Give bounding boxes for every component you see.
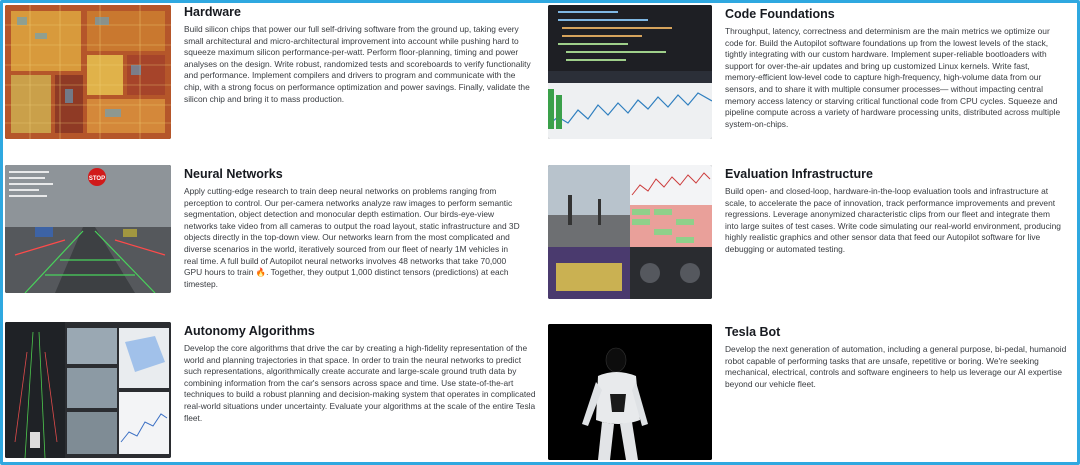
section-description: Throughput, latency, correctness and determinism are the main metrics we optimize our code for. Build the Autopilot software foundations up from the lowest levels of the stack, tightly integrating with our custom hardware. Implement super-reliable bootloaders with support for over-the-air updates and bring up customized Linux kernels. Write fast, memory-efficient low-level code to capture high-frequency, high-volume data from our sensors, and to share it with multiple consumer processes— without impacting central memory access latency or starving critical functional code from CPU cycles. Squeeze and pipeline compute across a variety of hardware processing units, distributed across multiple system-on-chips. bbox=[725, 26, 1061, 129]
tesla-bot-image bbox=[548, 324, 712, 460]
section-title: Hardware bbox=[184, 5, 241, 19]
section-description: Build silicon chips that power our full self-driving software from the ground up, taking every small architectural and micro-architectural improvement into account while pushing hard to squeeze maximum silicon performance-per-watt. Perform floor-planning, timing and power analyses on the design. Write robust, randomized tests and scoreboards to verify functionality and performance. Implement compilers and drivers to program and communicate with the chip, with a strong focus on performance optimization and power savings. Finally, validate the silicon chip and bring it to mass production. bbox=[184, 24, 531, 104]
section-title: Evaluation Infrastructure bbox=[725, 167, 873, 181]
section-title: Autonomy Algorithms bbox=[184, 324, 315, 338]
section-title: Code Foundations bbox=[725, 7, 835, 21]
code-editor-image bbox=[548, 5, 712, 139]
section-description: Build open- and closed-loop, hardware-in-the-loop evaluation tools and infrastructure at scale, to accelerate the pace of innovation, track performance improvements and prevent regressions. Leverage anonymized characteristic clips from our fleet and integrate them into large suites of test cases. Write code simulating our real-world environment, producing highly realistic graphics and other sensor data that feed our Autopilot software for live debugging or automated testing. bbox=[725, 186, 1061, 254]
section-title: Tesla Bot bbox=[725, 325, 781, 339]
section-description: Develop the core algorithms that drive the car by creating a high-fidelity representation of the world and planning trajectories in that space. In order to train the neural networks to predict such representations, algorithmically create accurate and large-scale ground truth data by combining information from the car's sensors across space and time. Use state-of-the-art techniques to build a robust planning and decision-making system that operates in complicated real-world situations under uncertainty. Evaluate your algorithms at the scale of the entire Tesla fleet. bbox=[184, 343, 536, 423]
stop-sign-text: STOP bbox=[88, 176, 106, 182]
autonomy-algorithms-image bbox=[5, 322, 171, 458]
hardware-chip-image bbox=[5, 5, 171, 139]
section-title: Neural Networks bbox=[184, 167, 283, 181]
section-description: Develop the next generation of automation, including a general purpose, bi-pedal, humanoid robot capable of performing tasks that are unsafe, repetitive or boring. We're seeking mechanical, electrical, controls and software engineers to help us leverage our AI expertise beyond our vehicle fleet. bbox=[725, 344, 1067, 389]
evaluation-infrastructure-image bbox=[548, 165, 712, 299]
section-description: Apply cutting-edge research to train deep neural networks on problems ranging from perception to control. Our per-camera networks analyze raw images to perform semantic segmentation, object detection and monocular depth estimation. Our birds-eye-view networks take video from all cameras to output the road layout, static infrastructure and 3D objects directly in the top-down view. Our networks learn from the most complicated and diverse scenarios in the world, iteratively sourced from our fleet of nearly 1M vehicles in real time. A full build of Autopilot neural networks involves 48 networks that take 70,000 GPU hours to train 🔥. Together, they output 1,000 distinct tensors (predictions) at each timestep. bbox=[184, 186, 520, 289]
neural-networks-road-image bbox=[5, 165, 171, 293]
